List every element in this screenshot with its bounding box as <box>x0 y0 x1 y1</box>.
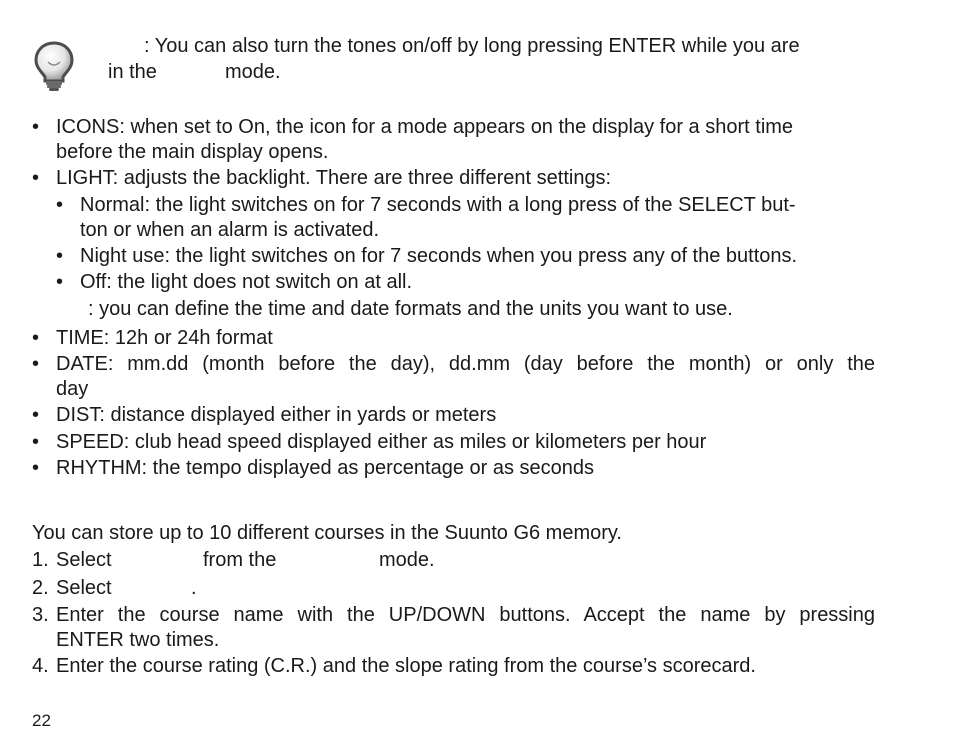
distance-units: DIST: distance displayed either in yards or meters <box>56 404 497 426</box>
date-format-line-1: DATE: mm.dd (month before the day), dd.mm (day before the month) or only the <box>56 353 875 375</box>
step-3-line-2: ENTER two times. <box>56 629 220 651</box>
bullet-glyph: • <box>32 116 40 138</box>
tip-line-1: : You can also turn the tones on/off by long pressing ENTER while you are <box>144 35 800 57</box>
formats-intro: : you can define the time and date formats and the units you want to use. <box>88 298 733 320</box>
step-1-text-b: from the <box>203 549 277 571</box>
step-2-text-a: Select <box>56 577 112 599</box>
light-night-use: Night use: the light switches on for 7 seconds when you press any of the buttons. <box>80 245 798 267</box>
step-2-number: 2. <box>32 577 49 599</box>
bullet-glyph: • <box>32 457 40 479</box>
step-2-text-b: . <box>191 577 197 599</box>
page-number: 22 <box>32 711 51 730</box>
rhythm-units: RHYTHM: the tempo displayed as percentage or as seconds <box>56 457 595 479</box>
date-format-line-2: day <box>56 378 89 400</box>
icons-setting-line-1: ICONS: when set to On, the icon for a mode appears on the display for a short time <box>56 116 794 138</box>
speed-units: SPEED: club head speed displayed either as miles or kilometers per hour <box>56 431 707 453</box>
bullet-glyph: • <box>32 431 40 453</box>
light-setting: LIGHT: adjusts the backlight. There are three different settings: <box>56 167 612 189</box>
time-format: TIME: 12h or 24h format <box>56 327 273 349</box>
bullet-glyph: • <box>56 194 64 216</box>
tip-line-2-start: in the <box>108 61 157 83</box>
bullet-glyph: • <box>32 353 40 375</box>
step-3-number: 3. <box>32 604 49 626</box>
bullet-glyph: • <box>56 245 64 267</box>
light-normal-line-1: Normal: the light switches on for 7 seconds with a long press of the SELECT but- <box>80 194 796 216</box>
step-3-line-1: Enter the course name with the UP/DOWN buttons. Accept the name by pressing <box>56 604 875 626</box>
step-4-number: 4. <box>32 655 49 677</box>
step-1-text-a: Select <box>56 549 112 571</box>
icons-setting-line-2: before the main display opens. <box>56 141 329 163</box>
courses-intro: You can store up to 10 different courses in the Suunto G6 memory. <box>32 522 622 544</box>
step-4-text: Enter the course rating (C.R.) and the slope rating from the course’s scorecard. <box>56 655 756 677</box>
step-1-text-c: mode. <box>379 549 435 571</box>
bullet-glyph: • <box>32 404 40 426</box>
light-off: Off: the light does not switch on at all. <box>80 271 413 293</box>
tip-line-2-end: mode. <box>225 61 281 83</box>
step-1-number: 1. <box>32 549 49 571</box>
lightbulb-icon <box>32 40 76 92</box>
bullet-glyph: • <box>56 271 64 293</box>
light-normal-line-2: ton or when an alarm is activated. <box>80 219 380 241</box>
bullet-glyph: • <box>32 167 40 189</box>
bullet-glyph: • <box>32 327 40 349</box>
